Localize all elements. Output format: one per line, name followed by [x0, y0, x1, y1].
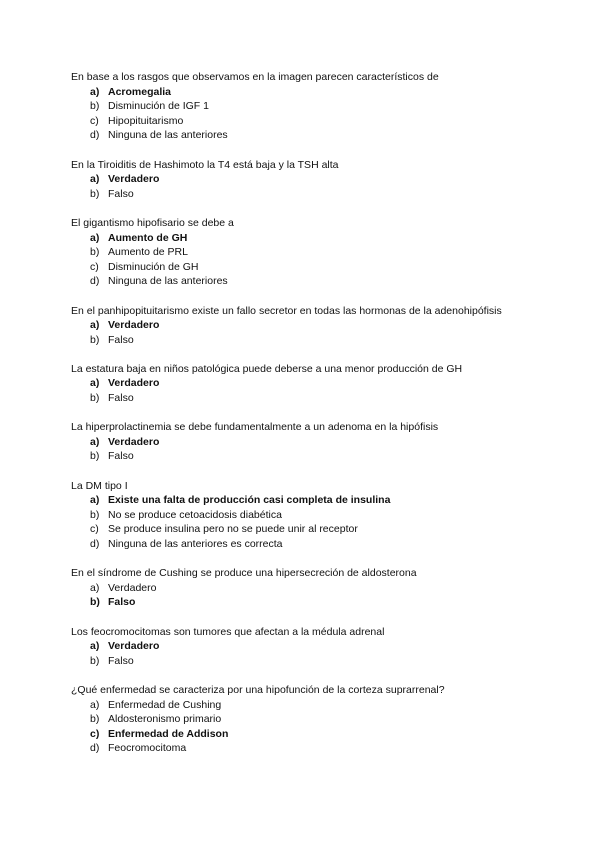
question-text: En el panhipopituitarismo existe un fallo secretor en todas las hormonas de la adenohipófisis: [71, 304, 502, 317]
answer-option: [71, 508, 571, 523]
question-text: Los feocromocitomas son tumores que afectan a la médula adrenal: [71, 625, 385, 638]
option-text: Verdadero: [108, 581, 157, 594]
option-text: Verdadero: [108, 319, 160, 332]
option-list: [71, 435, 571, 464]
answer-option: [71, 245, 571, 260]
option-letter: a): [90, 319, 100, 332]
option-text: No se produce cetoacidosis diabética: [108, 508, 282, 521]
question-text: ¿Qué enfermedad se caracteriza por una hipofunción de la corteza suprarrenal?: [71, 683, 445, 696]
option-letter: c): [90, 727, 100, 740]
answer-option: [71, 274, 571, 289]
option-letter: b): [90, 596, 100, 609]
option-text: Enfermedad de Addison: [108, 727, 229, 740]
answer-option: [71, 114, 571, 129]
option-text: Ninguna de las anteriores: [108, 129, 228, 142]
answer-option: [71, 654, 571, 669]
answer-option-correct: [71, 435, 571, 450]
answer-option: [71, 128, 571, 143]
answer-option: [71, 449, 571, 464]
question-text: En el síndrome de Cushing se produce una hipersecreción de aldosterona: [71, 567, 417, 580]
option-text: Disminución de IGF 1: [108, 100, 209, 113]
question-text: La DM tipo I: [71, 479, 128, 492]
question-text: La hiperprolactinemia se debe fundamentalmente a un adenoma en la hipófisis: [71, 421, 439, 434]
answer-option: [71, 712, 571, 727]
option-text: Falso: [108, 450, 134, 463]
option-list: [71, 172, 571, 201]
option-letter: d): [90, 742, 100, 755]
question-list: [71, 70, 571, 771]
option-letter: b): [90, 187, 100, 200]
option-text: Hipopituitarismo: [108, 114, 184, 127]
answer-option-correct: [71, 318, 571, 333]
option-text: Falso: [108, 392, 134, 405]
question-block: [71, 566, 571, 610]
option-text: Aumento de PRL: [108, 246, 188, 259]
question-text: En base a los rasgos que observamos en la imagen parecen característicos de: [71, 71, 439, 83]
option-letter: c): [90, 260, 99, 273]
answer-option: [71, 522, 571, 537]
answer-option-correct: [71, 172, 571, 187]
question-block: [71, 479, 571, 552]
option-letter: a): [90, 640, 100, 653]
option-text: Aumento de GH: [108, 231, 188, 244]
option-list: [71, 231, 571, 289]
option-letter: b): [90, 508, 100, 521]
option-letter: b): [90, 450, 100, 463]
question-text: En la Tiroiditis de Hashimoto la T4 está baja y la TSH alta: [71, 158, 339, 171]
option-text: Verdadero: [108, 173, 160, 186]
answer-option: [71, 391, 571, 406]
answer-option-correct: [71, 493, 571, 508]
option-list: [71, 639, 571, 668]
option-text: Verdadero: [108, 377, 160, 390]
option-text: Aldosteronismo primario: [108, 713, 222, 726]
option-text: Ninguna de las anteriores: [108, 275, 228, 288]
answer-option: [71, 581, 571, 596]
option-text: Falso: [108, 333, 134, 346]
option-letter: c): [90, 523, 99, 536]
option-letter: a): [90, 231, 100, 244]
option-list: [71, 318, 571, 347]
question-block: [71, 70, 571, 143]
option-letter: d): [90, 129, 100, 142]
option-text: Falso: [108, 596, 136, 609]
option-letter: a): [90, 85, 100, 98]
answer-option-correct: [71, 595, 571, 610]
option-text: Falso: [108, 187, 134, 200]
option-letter: b): [90, 654, 100, 667]
option-letter: b): [90, 713, 100, 726]
question-block: [71, 625, 571, 669]
option-text: Verdadero: [108, 435, 160, 448]
answer-option-correct: [71, 639, 571, 654]
answer-option: [71, 741, 571, 756]
option-text: Verdadero: [108, 640, 160, 653]
question-block: [71, 420, 571, 464]
option-text: Ninguna de las anteriores es correcta: [108, 538, 283, 550]
option-letter: d): [90, 275, 100, 288]
answer-option-correct: [71, 85, 571, 100]
answer-option: [71, 333, 571, 348]
option-letter: a): [90, 435, 100, 448]
option-letter: d): [90, 538, 100, 550]
option-letter: a): [90, 173, 100, 186]
option-list: [71, 85, 571, 143]
option-text: Disminución de GH: [108, 260, 199, 273]
question-text: La estatura baja en niños patológica puede deberse a una menor producción de GH: [71, 362, 463, 375]
option-letter: a): [90, 377, 100, 390]
answer-option: [71, 698, 571, 713]
answer-option: [71, 537, 571, 552]
option-list: [71, 493, 571, 551]
question-block: [71, 304, 571, 348]
option-letter: a): [90, 698, 100, 711]
option-text: Feocromocitoma: [108, 742, 187, 755]
question-block: [71, 362, 571, 406]
question-block: [71, 216, 571, 289]
option-text: Acromegalia: [108, 85, 172, 98]
question-block: [71, 683, 571, 756]
option-letter: b): [90, 246, 100, 259]
option-letter: b): [90, 333, 100, 346]
option-letter: a): [90, 581, 100, 594]
option-list: [71, 698, 571, 756]
option-text: Falso: [108, 654, 134, 667]
answer-option: [71, 187, 571, 202]
option-text: Se produce insulina pero no se puede unir al receptor: [108, 523, 358, 536]
answer-option: [71, 99, 571, 114]
option-list: [71, 581, 571, 610]
answer-option-correct: [71, 231, 571, 246]
option-text: Existe una falta de producción casi completa de insulina: [108, 494, 391, 507]
option-letter: b): [90, 392, 100, 405]
option-letter: c): [90, 114, 99, 127]
answer-option-correct: [71, 727, 571, 742]
option-text: Enfermedad de Cushing: [108, 698, 222, 711]
option-letter: a): [90, 494, 100, 507]
option-letter: b): [90, 100, 100, 113]
answer-option-correct: [71, 376, 571, 391]
question-text: El gigantismo hipofisario se debe a: [71, 216, 234, 229]
answer-option: [71, 260, 571, 275]
question-block: [71, 158, 571, 202]
option-list: [71, 376, 571, 405]
